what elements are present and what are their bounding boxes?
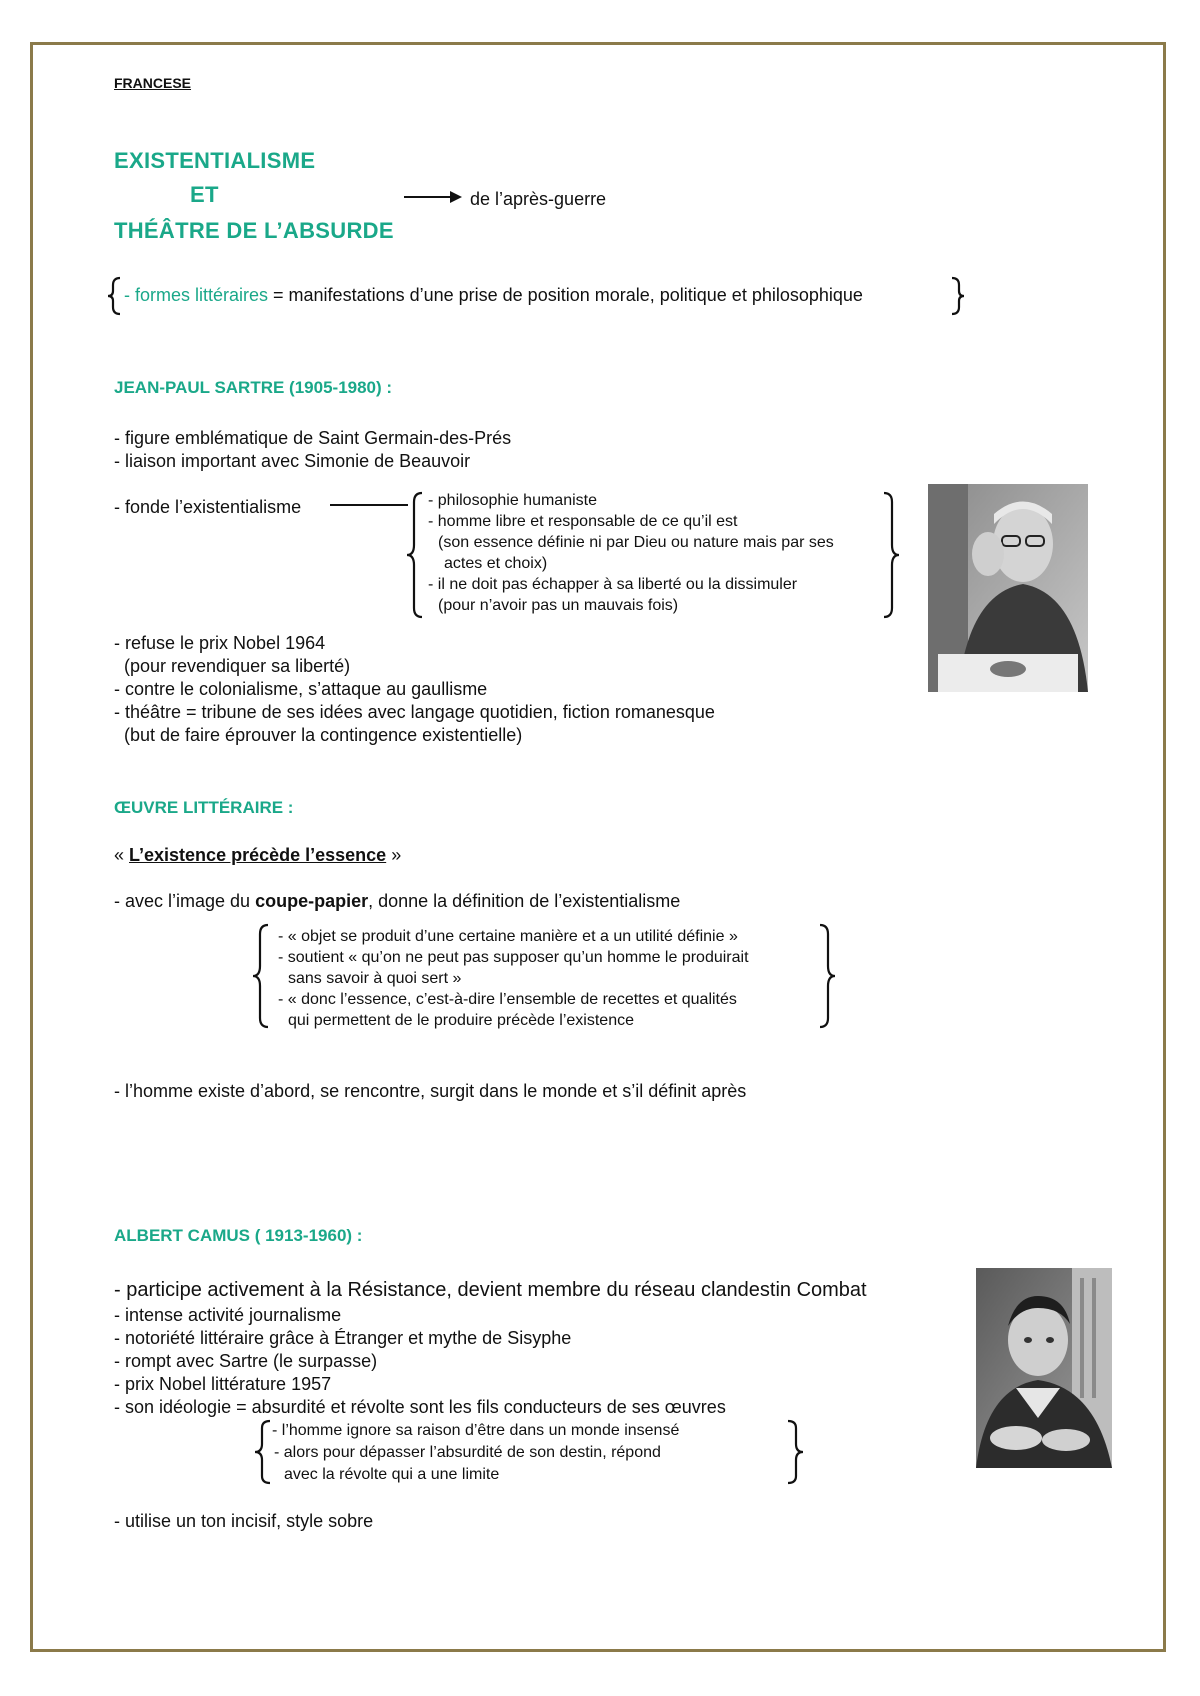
- right-brace-icon: [816, 922, 838, 1030]
- camus-portrait: [976, 1268, 1112, 1468]
- camus-line-2: - intense activité journalisme: [114, 1305, 342, 1325]
- title-line-1: EXISTENTIALISME: [114, 148, 316, 173]
- sartre-sub-6: (pour n’avoir pas un mauvais fois): [438, 597, 679, 614]
- left-brace-icon: [404, 490, 426, 620]
- oeuvre-coupe-papier-line: [114, 890, 680, 912]
- title-line-3: THÉÂTRE DE L’ABSURDE: [114, 218, 394, 243]
- title-arrow-text: de l’après-guerre: [470, 189, 607, 209]
- left-brace-icon: [106, 276, 122, 316]
- oeuvre-last: - l’homme existe d’abord, se rencontre, surgit dans le monde et s’il définit après: [114, 1081, 747, 1101]
- sartre-fonde: - fonde l’existentialisme: [114, 497, 302, 517]
- camus-line-6: - son idéologie = absurdité et révolte sont les fils conducteurs de ses œuvres: [114, 1397, 726, 1417]
- quote-close: »: [386, 845, 402, 865]
- oeuvre-sub-2: - soutient « qu’on ne peut pas supposer qu’un homme le produirait: [278, 949, 749, 966]
- right-brace-icon: [784, 1418, 806, 1486]
- intro-rest: = manifestations d’une prise de position morale, politique et philosophique: [268, 285, 863, 305]
- quote-open: «: [114, 845, 130, 865]
- sartre-line-7: (but de faire éprouver la contingence existentielle): [124, 725, 523, 745]
- oeuvre-sub-5: qui permettent de le produire précède l’existence: [288, 1012, 634, 1029]
- oeuvre-heading: ŒUVRE LITTÉRAIRE :: [114, 798, 294, 817]
- cp-part-a: - avec l’image du: [114, 891, 256, 911]
- sartre-sub-3: (son essence définie ni par Dieu ou nature mais par ses: [438, 534, 834, 551]
- connector-line: [330, 500, 410, 510]
- sartre-line-5: - contre le colonialisme, s’attaque au gaullisme: [114, 679, 488, 699]
- sartre-line-4: (pour revendiquer sa liberté): [124, 656, 351, 676]
- sartre-line-2: - liaison important avec Simonie de Beauvoir: [114, 451, 471, 471]
- sartre-portrait: [928, 484, 1088, 692]
- oeuvre-sub-3: sans savoir à quoi sert »: [288, 970, 462, 987]
- title-line-2: ET: [190, 182, 219, 207]
- camus-sub-2: - alors pour dépasser l’absurdité de son destin, répond: [274, 1444, 661, 1461]
- intro-highlight: - formes littéraires: [124, 285, 269, 305]
- intro-line: [124, 284, 863, 306]
- sartre-line-6: - théâtre = tribune de ses idées avec langage quotidien, fiction romanesque: [114, 702, 715, 722]
- sartre-sub-4: actes et choix): [444, 555, 548, 572]
- left-brace-icon: [252, 1418, 274, 1486]
- cp-part-b: coupe-papier: [255, 891, 369, 911]
- oeuvre-sub-1: - « objet se produit d’une certaine manière et a un utilité définie »: [278, 928, 738, 945]
- cp-part-c: , donne la définition de l’existentialisme: [368, 891, 681, 911]
- sartre-line-1: - figure emblématique de Saint Germain-des-Prés: [114, 428, 512, 448]
- camus-line-4: - rompt avec Sartre (le surpasse): [114, 1351, 378, 1371]
- camus-line-7: - utilise un ton incisif, style sobre: [114, 1511, 374, 1531]
- arrow-right-icon: [404, 190, 464, 204]
- camus-line-1: - participe activement à la Résistance, devient membre du réseau clandestin Combat: [114, 1279, 867, 1301]
- header-label: FRANCESE: [114, 75, 192, 91]
- camus-heading: ALBERT CAMUS ( 1913-1960) :: [114, 1226, 363, 1245]
- camus-sub-1: - l’homme ignore sa raison d’être dans un monde insensé: [272, 1422, 680, 1439]
- right-brace-icon: [950, 276, 966, 316]
- sartre-sub-1: - philosophie humaniste: [428, 492, 597, 509]
- left-brace-icon: [250, 922, 272, 1030]
- sartre-heading: JEAN-PAUL SARTRE (1905-1980) :: [114, 378, 393, 397]
- sartre-sub-2: - homme libre et responsable de ce qu’il est: [428, 513, 738, 530]
- camus-line-3: - notoriété littéraire grâce à Étranger et mythe de Sisyphe: [114, 1328, 572, 1348]
- sartre-sub-5: - il ne doit pas échapper à sa liberté ou la dissimuler: [428, 576, 798, 593]
- oeuvre-quote: [114, 844, 401, 866]
- quote-text: L’existence précède l’essence: [129, 845, 387, 865]
- oeuvre-sub-4: - « donc l’essence, c’est-à-dire l’ensemble de recettes et qualités: [278, 991, 737, 1008]
- camus-line-5: - prix Nobel littérature 1957: [114, 1374, 332, 1394]
- sartre-line-3: - refuse le prix Nobel 1964: [114, 633, 326, 653]
- right-brace-icon: [880, 490, 902, 620]
- camus-sub-3: avec la révolte qui a une limite: [284, 1466, 500, 1483]
